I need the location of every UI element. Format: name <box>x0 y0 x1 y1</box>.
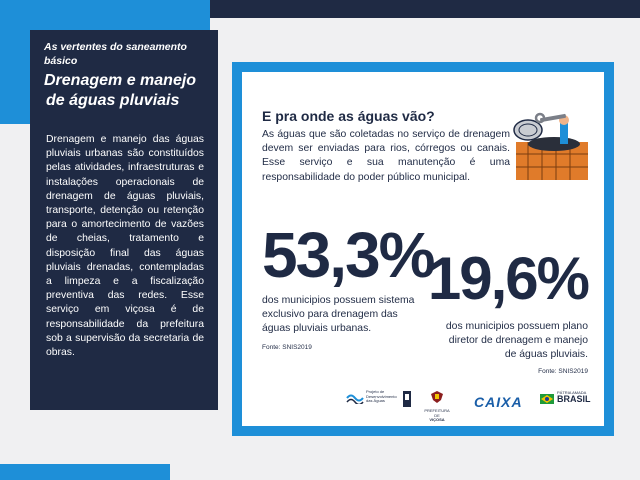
stat-description: dos municipios possuem plano diretor de drenagem e manejo de águas pluviais. <box>445 321 588 360</box>
left-info-panel <box>30 30 218 410</box>
stat-value: 19,6% <box>427 245 588 312</box>
stat-description: dos municipios possuem sistema exclusivo para drenagem das águas pluviais urbanas. <box>262 295 415 334</box>
eagle-crest-icon <box>429 390 445 404</box>
info-card <box>242 72 604 426</box>
university-crest-icon <box>402 390 412 408</box>
stat-source: Fonte: SNIS2019 <box>262 344 312 351</box>
bottom-blue-bar <box>0 464 170 480</box>
caixa-logo: CAIXA <box>474 394 523 410</box>
stat-value: 53,3% <box>262 219 434 291</box>
stat-drainage-system <box>262 219 434 351</box>
question-heading: E pra onde as águas vão? <box>262 108 435 124</box>
prefeitura-name: VIÇOSA <box>429 417 445 422</box>
stat-drainage-plan <box>427 245 588 375</box>
prefeitura-top: PREFEITURA DE <box>424 408 450 418</box>
brasil-logo <box>540 390 594 404</box>
title-line-2: de águas pluviais <box>46 92 180 109</box>
projeto-logo-text: Projeto de Desenvolvimento das Águas <box>366 389 397 403</box>
brasil-name: BRASIL <box>557 394 591 404</box>
worker-manhole-illustration-icon <box>510 110 592 182</box>
answer-text: As águas que são coletadas no serviço de drenagem devem ser enviadas para rios, córregos ou canais. Esse serviço e sua manutenção é uma responsabilidade do poder público municipal. <box>262 129 510 183</box>
wave-icon <box>346 390 364 404</box>
page-title <box>44 71 218 111</box>
brasil-slogan: PÁTRIA AMADA <box>557 390 587 395</box>
partner-logos <box>346 389 594 422</box>
title-line-1: Drenagem e manejo <box>44 72 197 89</box>
prefeitura-logo <box>422 390 452 423</box>
left-header <box>30 30 218 111</box>
definition-text: Drenagem e manejo das águas pluviais urbanas são constituídos pelas atividades, infraestruturas e instalações operacionais de drenagem de águas pluviais, transporte, detenção ou retenção para o amortecimento de vazões de cheias, tratamento e disposição final das águas pluviais drenadas, contempladas a limpeza e a fiscalização preventiva das redes. Esse serviço em viçosa é de responsabilidade da prefeitura sob a supervisão da secretaria de obras. <box>46 134 204 359</box>
brazil-flag-icon <box>540 394 554 404</box>
series-subtitle: As vertentes do saneamento básico <box>44 41 187 67</box>
projeto-logo <box>346 390 406 404</box>
stat-source: Fonte: SNIS2019 <box>538 368 588 375</box>
